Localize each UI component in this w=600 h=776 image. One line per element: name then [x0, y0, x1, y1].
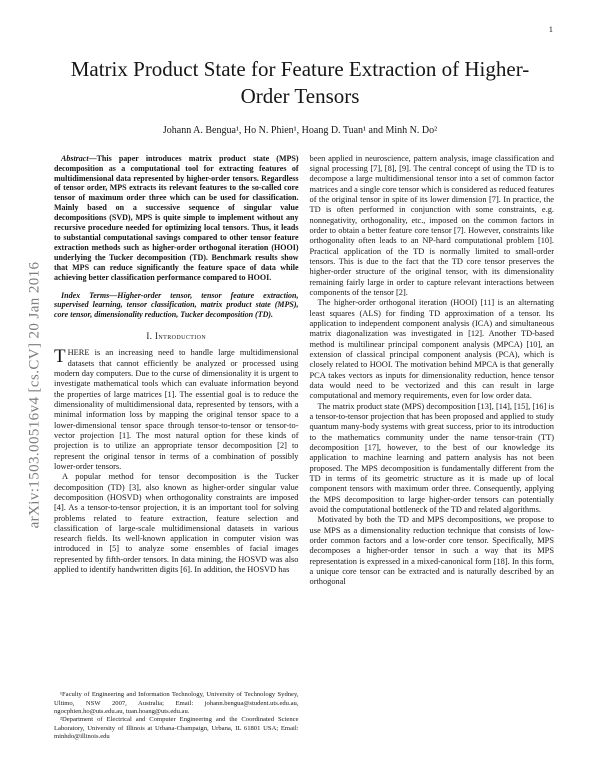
intro-paragraph-6: Motivated by both the TD and MPS decompositions, we propose to use MPS as a dimensionality reduction technique that consists of low-order common factors and a low-order core tensor. Specifically, MPS decomposes a higher-order tensor in such a way that its MPS representation is expressed in a mixed-canonical form [18]. In this form, a unique core tensor can be extracted and is naturally described by an orthogonal	[309, 515, 554, 587]
paper-title: Matrix Product State for Feature Extraction of Higher-Order Tensors	[70, 57, 530, 108]
right-column	[310, 154, 555, 742]
abstract-text: —This paper introduces matrix product state (MPS) decomposition as a computational tool for extracting features of multidimensional data represented by higher-order tensors. Regardless of tensor order, MPS extracts its relevant features to the so-called core tensor of maximum order three which can be used for classification. Mainly based on a successive sequence of singular value decompositions (SVD), MPS is quite simple to implement without any recursive procedure needed for optimizing local tensors. Thus, it leads to substantial computational savings compared to other tensor feature extraction methods such as higher-order orthogonal iteration (HOOI) underlying the Tucker decomposition (TD). Benchmark results show that MPS can reduce significantly the feature space of data while achieving better classification performance compared to HOOI.	[54, 153, 299, 282]
abstract-label: Abstract	[61, 153, 89, 163]
footnote-affiliation-1: ¹Faculty of Engineering and Information Technology, University of Technology Sydney, Ultimo, NSW 2007, Australia; Email: johann.bengua@student.uts.edu.au, ngocphien.ho@uts.edu.au, tuan.hoang@uts.edu.au.	[54, 691, 299, 715]
index-terms-label: Index Terms	[61, 290, 110, 300]
intro-paragraph-2: A popular method for tensor decomposition is the Tucker decomposition (TD) [3], also known as higher-order singular value decomposition (HOSVD) when orthogonality constraints are imposed [4]. As a tensor-to-tensor projection, it is an important tool for solving problems related to feature extraction, feature selection and classification of large-scale multidimensional datasets in various research fields. Its well-known application in computer vision was introduced in [5] to analyze some ensembles of facial images represented by fifth-order tensors. In data mining, the HOSVD was also applied to identify handwritten digits [6]. In addition, the HOSVD has	[54, 472, 299, 575]
abstract-paragraph	[54, 154, 299, 283]
intro-paragraph-1-text: HERE is an increasing need to handle large multidimensional datasets that cannot efficiently be analyzed or processed using modern day computers. Due to the curse of dimensionality it is urgent to investigate mathematical tools which can evaluate information beyond the properties of large matrices [1]. The essential goal is to reduce the dimensionality of multidimensional data, represented by tensors, with a minimal information loss by mapping the original tensor space to a lower-dimensional tensor space through tensor-to-tensor or tensor-to-vector projection [1]. The most natural option for these kinds of projection is to utilize an appropriate tensor decomposition [2] to represent the original tensor in terms of a combination of possibly lower-order tensors.	[54, 348, 299, 471]
index-terms-paragraph	[54, 291, 299, 321]
intro-paragraph-4: The higher-order orthogonal iteration (HOOI) [11] is an alternating least squares (ALS) for finding TD approximation of a tensor. Its application to independent component analysis (ICA) and simultaneous matrix diagonalization was investigated in [12]. Another TD-based method is multilinear principal component analysis (MPCA) [10], an extension of classical principal component analysis (PCA), which is closely related to HOOI. The motivation behind MPCA is that generally PCA takes vectors as inputs for dimensionality reduction, hence tensor data would need to be vectorized and this can result in large computational and memory requirements, even for low order data.	[309, 298, 554, 401]
footnote-affiliation-2: ²Department of Electrical and Computer Engineering and the Coordinated Science Laboratory, University of Illinois at Urbana-Champaign, Urbana, IL 61801 USA; Email: minhdo@illinois.edu	[54, 716, 299, 741]
index-terms-text: —Higher-order tensor, tensor feature extraction, supervised learning, tensor classification, matrix product state (MPS), core tensor, dimensionality reduction, Tucker decomposition (TD).	[54, 290, 299, 320]
intro-paragraph-1	[54, 348, 299, 472]
footnote-block	[54, 685, 299, 742]
intro-paragraph-3: been applied in neuroscience, pattern analysis, image classification and signal processing [7], [8], [9]. The central concept of using the TD is to decompose a large multidimensional tensor into a set of common factor matrices and a single core tensor which is considered as reduced features of the original tensor in spite of its lower dimension [7]. In practice, the TD is often performed in conjunction with some constraints, e.g. nonnegativity, orthogonality, etc., imposed on the common factors in order to obtain a better feature core tensor [7]. However, constraints like orthogonality often leads to an NP-hard computational problem [10]. Practical application of the TD is normally limited to small-order tensors. This is due to the fact that the TD core tensor preserves the higher-order structure of the original tensor, with its dimensionality remaining fairly large in order to capture relevant interactions between components of the tensor [2].	[309, 153, 554, 298]
two-column-body	[54, 154, 554, 742]
intro-dropcap: T	[54, 346, 66, 368]
left-column	[54, 154, 299, 742]
intro-paragraph-5: The matrix product state (MPS) decomposition [13], [14], [15], [16] is a tensor-to-tensor projection that has been proposed and applied to study quantum many-body systems with great success, prior to its introduction to the mathematics community under the name tensor-train (TT) decomposition [17], however, to the best of our knowledge its application to machine learning and pattern analysis has not been proposed. The MPS decomposition is fundamentally different from the TD in terms of its geometric structure as it is made up of local component tensors with maximum order three. Consequently, applying the MPS decomposition to large higher-order tensors can potentially avoid the computational bottleneck of the TD and related algorithms.	[309, 401, 554, 514]
arxiv-watermark: arXiv:1503.00516v4 [cs.CV] 20 Jan 2016	[26, 261, 43, 529]
page-number: 1	[548, 24, 553, 34]
authors-line: Johann A. Bengua¹, Ho N. Phien¹, Hoang D. Tuan¹ and Minh N. Do²	[162, 124, 438, 136]
section-heading-introduction: I. Introduction	[146, 331, 207, 342]
